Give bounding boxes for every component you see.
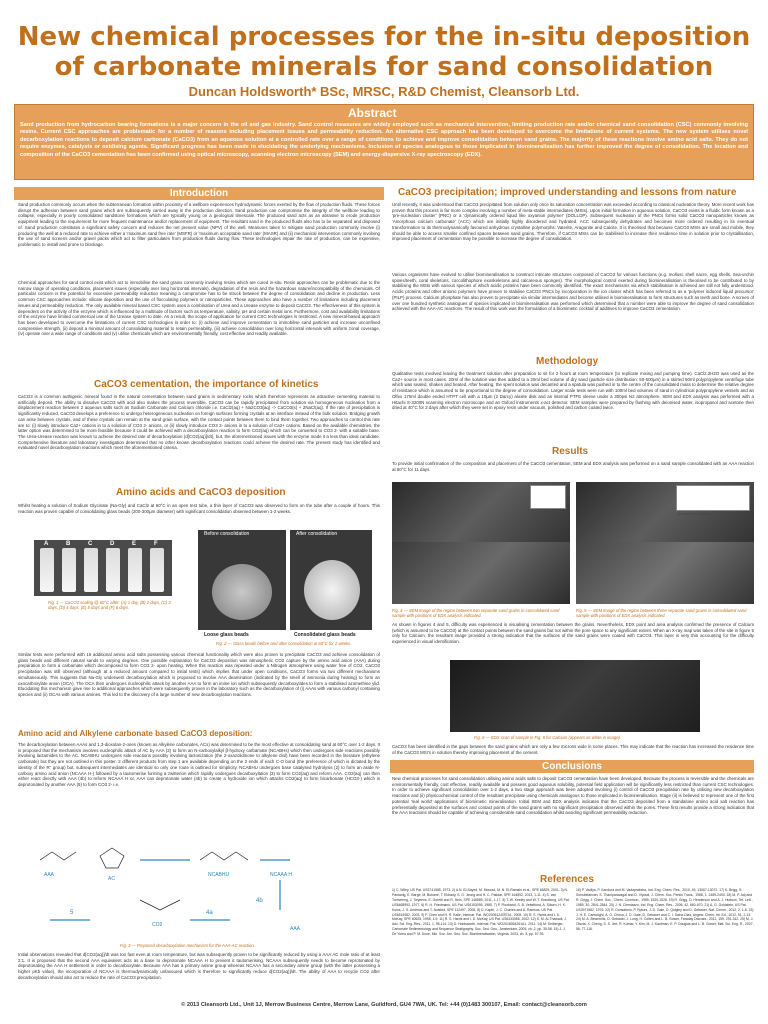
edx-table-fig5	[676, 485, 750, 511]
aaa-structure	[40, 852, 76, 860]
references-heading: References	[540, 874, 594, 885]
step4a-label: 4a	[206, 910, 213, 916]
results-p2: As shown in figures 4 and 5, difficulty was experienced in visualising cementation between the grains. Nevertheless, EDX point and area analysis confirmed the presence of Calcium (which is assumed to be CaCO3) at the contact points between the sand grains but not within the pore space to any significant extent. When an X-ray map was taken of the site in figure 5 only for Calcium, the resultant image provided a strong indication that the surfaces of the sand grains were coated with CaCO3. This layer is very thin accounting for the difficulty experienced in visual identification.	[392, 622, 754, 645]
fig3-caption: Fig. 3 — Proposed decarboxylation mechanism for the AAA-AC reaction.	[120, 943, 255, 948]
methodology-p1: Qualitative tests involved leaving the treatment solution after preparation to sit for 2 hours at room temperature (to replicate mixing and pumping time). CaCl2.2H2O was used as the Ca2+ source in most cases. 20ml of the solution was then added to a 20ml bed volume of dry sand (particle size distribution: 50-500µm) in a skirted 50ml polypropylene centrifuge tube which was sealed, shaken and heated. After heating, the spent solution was decanted and a spatula was pushed in to the centre of the consolidated mass to determine the relative degree of resistance which is assumed to be proportional to the degree of consolidation. Larger scale tests were run with 100ml bed volumes of sand in cylindrical polypropylene vessels and an Olfex 175ml double ended HTPT cell with a 10µm (2 Darcy) aloxite disk and an internal PTFE sleeve under a 300psi N2 atmosphere. SEM and EDX analysis was performed with a Hitachi S-3200N scanning electron microscope and an Oxford instruments x-act detector. SEM samples were prepared by flushing with deionised water, isopropanol and acetone then dried at 40°C for 2 days after which they were set in epoxy resin under vacuum, polished and carbon coated twice.	[392, 371, 754, 411]
vial	[62, 548, 76, 592]
vial	[106, 548, 120, 592]
amino-heading: Amino acids and CaCO3 deposition	[116, 487, 286, 498]
poster-title: New chemical processes for the in-situ deposition of carbonate minerals for sand consolidation	[17, 22, 751, 82]
vial-letter: A	[44, 541, 49, 547]
fig5-caption: Fig. 5 — SEM image of the region between three separate sand grains in consolidated sand sample with positions of EDX analysis indicated.	[576, 608, 747, 618]
vial	[40, 548, 54, 592]
co2-structure	[140, 900, 180, 910]
introduction-p2: Chemical approaches for sand control exist which act to immobilise the sand grains commonly involving resins which are cured in-situ. Resin approaches can be problematic due to the narrow range of operating conditions, placement issues (especially over long horizontal intervals), degradation of the resin and the hazardous nature/incompatibility of the chemicals. Of particular concern is the potential for excessive permeability reduction meaning a compromise has to be struck between the degree of consolidation and decline in production. Less common CSC approaches include: silicate deposition and the use of flocculating polymers or nanoparticles. These approaches also have a number of limitations including placement issues and permeability reduction. The only available mineral based CSC system uses a combination of Urea and a Urease enzyme to deposit CaCO3. The effectiveness of this system is dependent on the activity of the enzyme which is influenced by a multitude of factors such as temperature, salinity, pH and certain metal ions. Furthermore, cost and availability limitations of the enzyme have limited commercial use of the Urease system to date. As a result, the scope of application for current CSC technologies is restricted. A new mineral-based approach has been developed to overcome the limitations of current CSC technologies in order to: (i) achieve and improve cementation to immobilise sand particles and increase unconfined compressive strength, (ii) deposit a minimal amount of consolidating material to retain permeability, (iii) achieve consolidation over long horizontal intervals with uniform zonal coverage, (iv) operate over a wide range of conditions and (v) utilise chemicals which are environmentally friendly, cost effective and readily available.	[18, 280, 380, 337]
after-label: After consolidation	[296, 531, 338, 537]
introduction-heading: Introduction	[14, 187, 384, 200]
sem-image-fig5-lower	[576, 542, 754, 604]
vials-photo	[34, 540, 172, 596]
before-consolidation-photo	[198, 530, 286, 630]
results-p3: CaCO3 has been identified in the gaps between the sand grains which are only a few microns wide in some places. This may indicate that the reaction has increased the residence time of the CaCO3 MSI's in solution thereby improving placement of the cement.	[392, 744, 754, 755]
footer-text: © 2013 Cleansorb Ltd., Unit 1J, Merrow Business Centre, Merrow Lane, Guildford, GU4 7WA, UK. Tel: +44 (0)1483 300107, Email: contact@cleansorb.com	[181, 1002, 587, 1008]
before-label: Before consolidation	[204, 531, 250, 537]
edx-note-fig4: All results in weight%	[532, 510, 565, 514]
references-col1: 1) C. Wiley, US Pat. US3741585, 1973. 2) A.N. El-Sayed, M. Mourad, M. N. El-Ramahi et al., SPE 66829, 2001. 3) N. Pantanig, E. Barge, M. Buhane, T. Eldrady, S. G. Jeong and H. C. Patidar, SPE 164892, 2013, 1-11. 4) S. van Tornveeng, J. Twyeens, E. Goretti and R. Hein, SPE 146889, 2011, 1-17. 5) T. W. Keeley and W. T. Kracklong, US Pat. US6468993, 1977. 6) R. H. Friedmann, US Pat. US6153095, 1985. 7) P. Flooband, S. B. Vettelfund, A. Siborn, H. K. Kolos, J. S. Andreas and T. Nolsted, SPE 112497, 2008. 8) D. Kaptri, J. C. Chaves and A. Ramsus, US Pat. US6519482, 2003. 9) P. Chen and H. R. Kalle, Internat. Pat. WO2005124097A1, 2005. 10) R. S. Harris and I. D. McKay, SPE 60625, 1998, 1-9. 11) R. S. Harris and I. D. McKay, US Pat. US6333086, 2002. 12) S. M. Al-Thawadi, J. Adv. Sci. Eng. Res., 2011, 1, 98-114. 13) D. Holdsworth, Internat. Pat. WO2018064261A1, 2011. 14) M. Seiberger, Carbonate Sedimentology and Sequence Stratigraphy, Soc. Sed. Geo., Amsterdam, 2005, ch. 2, pp. 35-58. 15) J. J. De Yoreo and P. M. Dove, Min. Soc. Am. Geo. Soc. Biomineralisation, Virginia, 2003, ch. 3, pp. 57-93.	[392, 888, 570, 937]
abstract-heading: Abstract	[348, 106, 397, 120]
consolidated-beads-blob	[304, 560, 360, 620]
kinetics-heading: CaCO3 cementation, the importance of kinetics	[94, 379, 319, 390]
conclusions-p1: New chemical processes for sand consolidation utilising amino acids salts to deposit CaCO3 cementation have been developed. Because the process is reversible and the chemicals are environmentally friendly, cost effective, readily available and possess good aqueous solubility, potential field application will be significantly less restricted than current CSC technologies. In order to achieve significant consolidation over 1-2 days, a two stage approach was been adopted involving (i) control of CaCO3 precipitation rate by utilising new decarboxylation reactions and (ii) physicochemical control of the resultant precipitate using chemicals analogous to those implicated in biomineralisation. Stage (ii) is believed to represent one of the first potential 'real world' applications of biomimetic mineralisation. Initial SEM and EDX analysis indicates that the CaCO3 deposited from a standalone amino acid salt reaction has preferentially deposited at the surfaces and contact points of the sand grains with no significant precipitation observed within the pores. These first results provide a strong indication that the AAA reactions should be capable of achieving considerable sand consolidation whilst avoiding significant permeability reduction.	[392, 776, 754, 816]
step4b-label: 4b	[256, 898, 263, 904]
vial-letter: D	[110, 541, 115, 547]
vial	[84, 548, 98, 592]
alkylene-p1: The decarboxylation between AAAs and 1,3-dioxolan-2-ones (known as Alkylene carbonates, ACs) was determined to be the most effective at consolidating sand at 60°C over 1-2 days. It is proposed that the mechanism involves nucleophilic attack of AC by AAA (2) to form an N-carboxylalkyl β-hydroxy carbamate (NCABHs) which then undergoes side reactions possibly involving lactamides to the AC. NCABHU undergoes side reactions possibly involving lactonization (the 2-oxazolidinone to alkylene diol) have been recorded in the literature (ethylene carbonate) but they are not outlined in this poster. 2 different products from step 1 are available depending on the 2 ends of each C-O bond (the preference of which is dictated by the identity of the R'' group) but, subsequent intermediates are identical so only one route is outlined for simplicity. NCABHU undergoes base catalysed hydrolysis (2) to form an aside N-carboxy amino acid anion (NCAAA H-) followed by a tautomerise forming a zwitterion which rapidly undergoes decarboxylation (3) to form CO2(aq) and reform AAA. CO2(aq) can then either react directly with AAA (4b) to reform NCAAA H or, AAA can deprotonate water (4b) to create a hydroxide ion which attacks CO2(aq) to form bicarbonate (HCO3-) which is deprotonated by another AAA (5) to form CO3 2- i.e.	[18, 742, 380, 787]
alkylene-p2: Initial observations revealed that d[CO2(aq)]/dt was too fast even at room temperature, but was subsequently proven to be significantly reduced by using a AAA:AC mole ratio of at least 2:1. It is proposed that the second AAA equivalent acts as a base to deprotonate NCAAA H to prevent it tautomerising. NCAAA subsequently needs to become reprotonated by deprotonating the AAA H settlement in order to decarboxylate. Because AAA has a primary amine group whereas NCAAA has a secondary amine group (with the latter possessing a higher pKb value), the incorporation of NCAAA is thermodynamically unfavoured which is therefore to significantly reduce d[CO2(aq)]/dt. The ability of AAA to recycle CO2 after decarboxylation should also act to reduce the rate of CaCO3 precipitation.	[18, 952, 380, 980]
kinetics-p1: CaCO3 is a common authigenic mineral found in the natural cementation between sand grains in sedimentary rocks which therefore represents an attractive cementing material to artificially deposit. The ability to dissolve CaCO3 with acid also makes the process reversible. CaCO3 can be rapidly precipitated from solution via homogeneous nucleation from a displacement reaction between 2 aqueous salts such as Sodium Carbonate and Calcium chloride i.e. CaCl2(aq) + Na2CO3(aq) -> CaCO3(s) + 2NaCl(aq). If the rate of precipitation is significantly reduced, CaCO3 develops a preference to undergo heterogeneous nucleation on foreign surfaces forming crystals at an interface instead of the bulk solution. Bridging growth can arise between crystals, and of these crystals can remain at the sand grain surface, with the contact points between them to bind them together. Two approaches to control this rate are to: (i) slowly introduce Ca2+ cations in to a solution of CO3 2- anions, or (ii) slowly introduce CO3 2- anions in to a solution of Ca2+ cations. Based on the available chemistries, the latter option was determined to be more feasible because it could be achieved with a decarboxylation reaction to form CO2(aq) which can be converted to CO3 2- with a suitable base. The Urea-Urease reaction was known to achieve the desired rate of decarboxylation (d[CO2(aq)]/dt), but, the aforementioned issues with the enzyme made it a less than ideal candidate. Comprehensive literature and laboratory investigation determined that no other known decarboxylation reactions could achieve the desired rate. The present study has identified and evaluated novel decarboxylation reactions which meet the aforementioned criteria.	[18, 394, 380, 451]
step5-label: 5	[70, 910, 74, 916]
ac-structure	[100, 848, 124, 868]
sem-image-fig4-lower	[392, 542, 570, 604]
ncaaa-label: NCAAA H	[270, 872, 292, 878]
edx-table-fig4	[530, 485, 566, 509]
amino-p1: Whilst heating a solution of Sodium Glycinate (Na-Gly) and CaCl2 at 60°C in an open test tube, a thin layer of CaCO3 was observed to form on the tube after a couple of hours. This reaction was proven capable of consolidating glass beads (200-300µm diameter) with significant consolidation observed between 1-2 weeks.	[18, 503, 380, 514]
fig1-caption: Fig. 1 — CaCO3 scaling @ 60°C after: (A) 1 day, (B) 2 days, (C) 3 days, (D) 4 days, (E) 5 days and (F) 6 days.	[48, 600, 171, 610]
precipitation-heading: CaCO3 precipitation; improved understanding and lessons from nature	[398, 187, 737, 198]
conclusions-heading: Conclusions	[390, 760, 754, 773]
abstract-text: Sand production from hydrocarbon bearing formations is a major concern in the oil and gas industry. Sand control measures are widely employed such as mechanical intervention, limiting production rate and/or chemical sand consolidation (CSC) commonly involving resins. Current CSC approaches are problematic for a number of reasons including placement issues and permeability reduction. An alternative CSC approach has been developed to overcome the limitations of current systems. The new system utilises novel decarboxylation reactions to deposit calcium carbonate (CaCO3) from an aqueous solution at a controlled rate over a range of conditions to achieve and improve consolidation between sand grains. The majority of these reactions involve amino acid salts. They do not require enzymes, catalysts or oxidising agents. Significant progress has been made in elucidating the underlying mechanisms. Inclusion of species analogous to those implicated in biomineralisation has further improved the degree of consolidation. The location and composition of the CaCO3 cementation has been confirmed using optical microscopy, scanning electron microscopy (SEM) and energy-dispersive X-ray spectroscopy (EDX).	[20, 122, 748, 158]
fig2-caption: Fig. 2 — Glass beads before and after consolidation at 60°C for 2 weeks.	[216, 641, 352, 646]
ncabhu-label: NCABHU	[208, 872, 230, 878]
consolidated-label: Consolidated glass beads	[294, 632, 356, 638]
edx-note-fig5: All results in weight%	[678, 512, 711, 516]
methodology-heading: Methodology	[536, 356, 599, 367]
results-heading: Results	[552, 446, 589, 457]
results-p1: To provide initial confirmation of the composition and placement of the CaCO3 cementation, SEM and EDX analysis was performed on a sand sample consolidated with an AAA reaction at 60°C for 11 days.	[392, 461, 754, 472]
fig6-caption: Fig. 6 — EDX scan of sample in Fig. 5 for Calcium (appears as white in image).	[474, 735, 622, 740]
poster-author: Duncan Holdsworth* BSc, MRSC, R&D Chemist, Cleansorb Ltd.	[188, 84, 580, 99]
amino-p2: Similar tests were performed with 16 additional amino acid salts possessing various chemical functionality which were also proven to precipitate CaCO3 and achieve consolidation of glass beads and different natural sands to varying degrees. One possible explanation for CaCO3 deposition was atmospheric CO2 capture by the amino acid anion (AAA) during preparation to form a carbamate which decomposed to form CO3 2- upon heating. When this reaction was repeated under a Nitrogen atmosphere using water free of CO2, CaCO3 precipitation was still observed (although at a reduced amount compared to initial tests) which implies that under open conditions, CaCO3 forms via two different mechanisms simultaneously. This suggests that Na-Gly underwent decarboxylation which is proposed to involve AAA deamination (indicated by the smell of ammonia during heating) to form an oxocarboxylate anion (OCA). The OCA then undergoes nucleophilic attack by another AAA to form an imine ion which subsequently decarboxylates to form a stabilised azomethine ylid. Elucidating this mechanism gave rise to additional approaches which were subsequently proven in the laboratory such as the decarboxylation of (i) AAAs with various carbonyl containing species and (ii) OCAs with various amines. This led to the discovery of a large number of new decarboxylation reactions.	[18, 652, 380, 697]
vial-letter: E	[132, 541, 137, 547]
vial	[128, 548, 142, 592]
ac-label: AC	[108, 876, 115, 882]
co2-label: CO2	[152, 922, 163, 928]
precipitation-p2: Various organisms have evolved to utilise biomineralisation to construct intricate structures composed of CaCO3 for various functions (e.g. mollusc shell nacre, egg shells, Sea-urchin spines/teeth, coral skeletons, coccolithophore exoskeletons and calcareous sponges). The morphological control exerted during biomineralisation is theorised to be contributed to by stabilising the MSIs with various species of which acidic proteins have been commonly identified. The exact mechanisms via which stabilisation is achieved are still not fully understood. Acidic proteins and other anionic polymers have proven to stabilise CaCO3 PNCs by incorporation in the ion cluster which has been referred to as a 'polymer induced liquid precursor' (PILP) process. Calcium phosphate has also proven to precipitate via similar intermediates and become utilised in biomineralisation to form structures such as teeth and bone. A screen of over one hundred synthetic analogues of species implicated in biomineralisation was performed which determined that a number were able to improve the degree of sand consolidation achieved with the AAA-AC reactions. The result of this work was the formulation of a biomimetic cocktail of additives to improve CaCO3 cementation.	[392, 272, 754, 312]
vial	[150, 548, 164, 592]
alkylene-heading: Amino acid and Alkylene carbonate based CaCO3 deposition:	[18, 729, 253, 738]
vial-letter: B	[66, 541, 71, 547]
vial-letter: C	[88, 541, 93, 547]
fig4-caption: Fig. 4 — SEM image of the region between two separate sand grains in consolidated sand sample with positions of EDX analysis indicated.	[392, 608, 560, 618]
edx-calcium-map	[450, 660, 700, 732]
aaa-label: AAA	[44, 872, 55, 878]
mechanism-diagram	[30, 830, 320, 940]
loose-label: Loose glass beads	[204, 632, 249, 638]
vial-letter: F	[154, 541, 158, 547]
introduction-p1: Sand production commonly occurs when the subterranean formation within proximity of a wellbore experiences hydrodynamic forces exerted by the flow of production fluids. These forces disrupt the adhesion between sand grains which are subsequently carried away in the production direction. Sand production can compromise the integrity of the wellbore leading to collapse, especially in poorly consolidated sandstone formations which are typically young on a geological timescale. The produced sand acts as an abrasive to erode production equipment leading to the requirement for more frequent maintenance and/or replacement of equipment. The resultant sand in the produced fluids also has to be separated and disposed of. Sand production constitutes a significant safety concern and reduces the net present value (NPV) of the well. Measures taken to mitigate sand production commonly involve (i) producing the well at a reduced rate to achieve either a 'maximum sand free rate' (MSFR) or 'maximum acceptable sand rate' (MASR) and (ii) mechanical intervention commonly involving the use of sand screens and/or gravel packs which act to filter particulates from production fluids during flow. These technologies impair the rate of production, can be expensive, problematic to install and prone to blockage.	[18, 202, 380, 247]
precipitation-p1: Until recently, it was understood that CaCO3 precipitated from solution only once its saturation concentration was exceeded according to classical nucleation theory. More recent work has proven that this process is far more complex involving a number of meta-stable intermediates (MSIs). Upon initial formation in aqueous solution, CaCO3 exists in a fluidic form known as a 'pre-nucleation cluster' (PNC) or a 'dynamically ordered liquid like oxyanion polymer' (DOLLOP). Subsequent nucleation of the PNCs forms solid CaCO3 nanoparticles known as 'Amorphous calcium carbonate' (ACC) which are initially highly disordered and hydrated. ACC subsequently dehydrates and becomes more ordered resulting in its eventual transformation to its thermodynamically favoured anhydrous crystalline polymorphs: Vaterite, Aragonite and Calcite. It is theorised that because CaCO3 MSIs are small and mobile, they should be able to access smaller confined spaces between sand grains. Therefore, if CaCO3 MSIs can be stabilised to increase their residence time in solution prior to crystallisation, improved placement of cementation may be possible to increase the degree of consolidation.	[392, 202, 754, 242]
after-consolidation-photo	[290, 530, 372, 630]
references-col2: 16) P. Vadlya, P. Kandura and M. Vadapraksha, Ind. Eng. Chem. Res., 2010, 49, 13067-13072. 17) K. Brigg, S. Sonsbelaevan, S. Thaniparavagal and D. Vlpoud, J. Chem. Soc. Perkin Trans., 1988, 1, 2489-2493. 18) M. P. Adj and R. Grigg, J. Chem. Soc., Chem. Commun., 1985, 1520-1526. 19) R. Grigg, D. Henderson and A. J. Hudson, Tet. Lett., 1989, 30, 2841-2844. 20) J. N. Clemiazzo, Ind. Eng. Chem. Res., 2006, 42, 660-670. 21) A. G. Goldstein, US Pat. US3971582, 1976. 22) R. Donsabelu, P. Rpturs, J. D. Gale, D. Quigley and D. Gebauer, Nat. Comm., 2012, 2, 1-8. 23) J. H. E. Cartwright, A. G. Checa, J. D. Gale, D. Gebauer and C. I. Sainz-Diaz, Angew. Chem. Int. Ed., 2012, 51, 2-13. 24) M. A. Bewernitz, D. Gebauer, J. Long, H. Colfen and L. B. Gower, Faraday Discuss., 2012, 159, 291-312. 25) M. J. Olszta, X. Cheng, S. S. Jee, R. Kumar, Y. Kim, M. J. Kaufman, E. P. Douglas and L. B. Gower, Mat. Sci. Eng. R., 2007, 58, 77-116.	[576, 888, 754, 932]
loose-beads-blob	[212, 564, 272, 620]
ncabhu-structure	[200, 852, 248, 860]
aaa2-label: AAA	[290, 926, 301, 932]
